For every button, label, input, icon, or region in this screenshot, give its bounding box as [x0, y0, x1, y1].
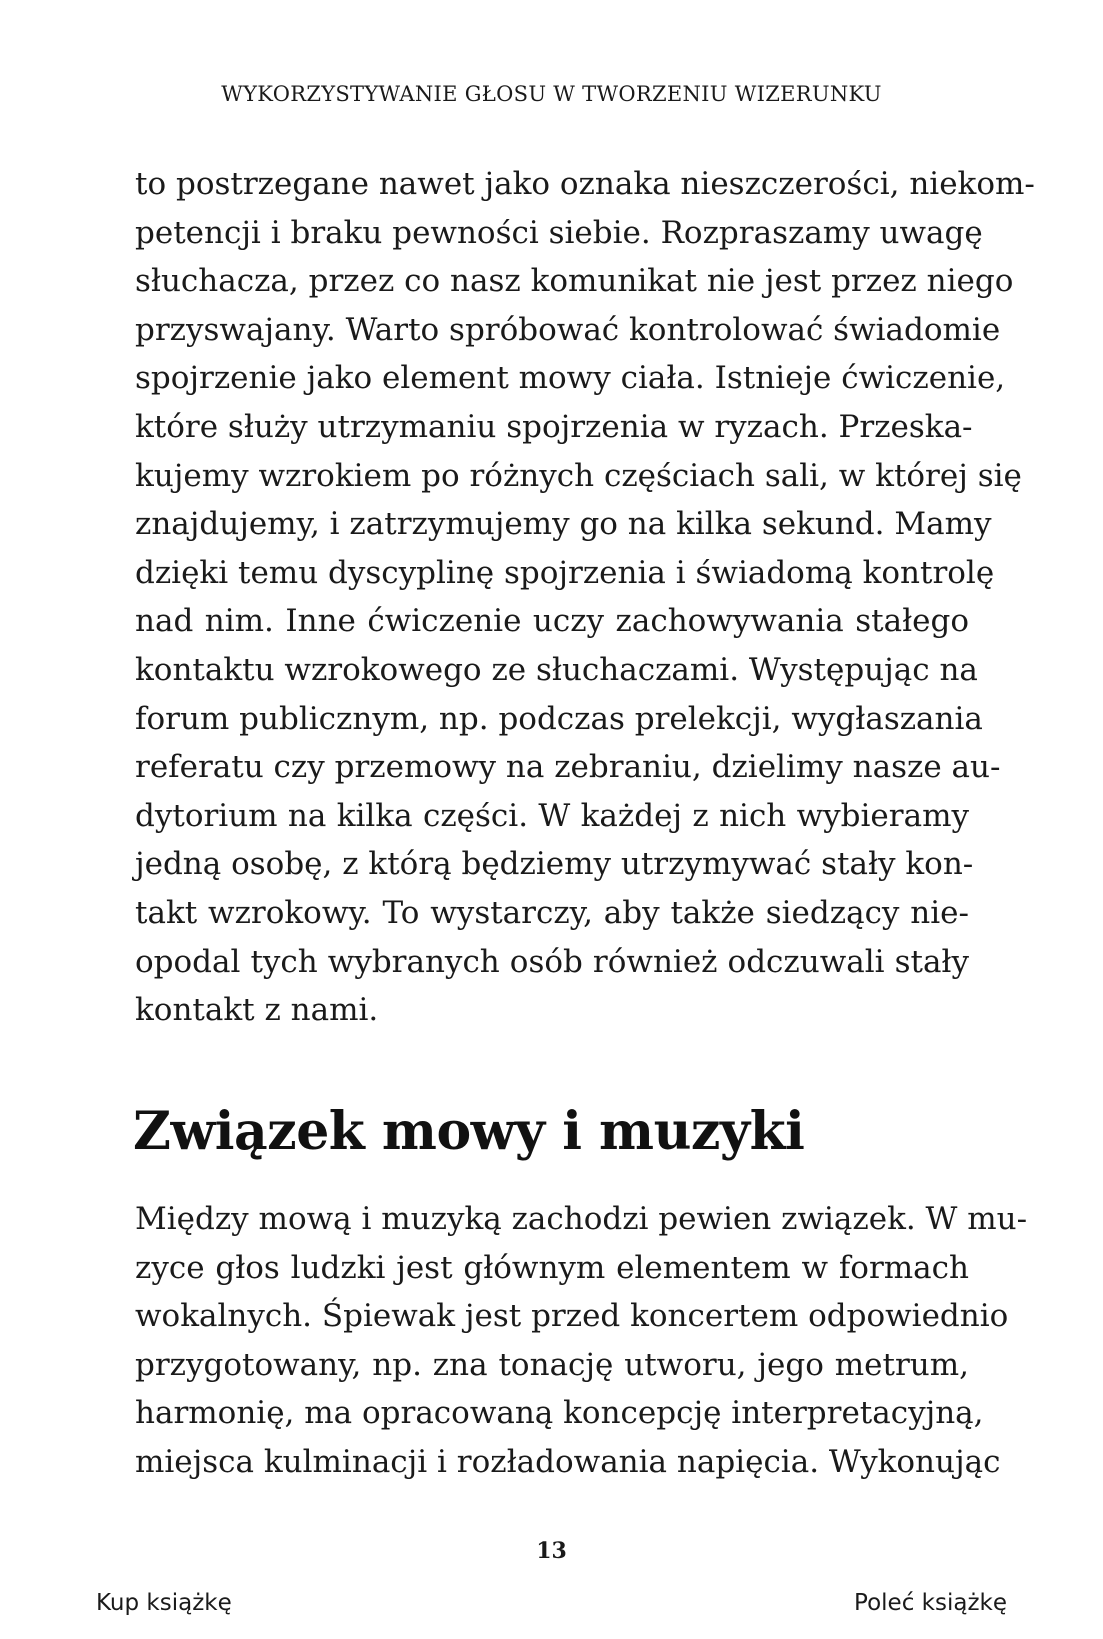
- text-line: petencji i braku pewności siebie. Rozpraszamy uwagę: [135, 214, 983, 251]
- text-line: dzięki temu dyscyplinę spojrzenia i świadomą kontrolę: [135, 554, 995, 591]
- text-line: kontakt z nami.: [135, 992, 379, 1029]
- text-line: które służy utrzymaniu spojrzenia w ryzach. Przeska-: [135, 408, 973, 445]
- text-line: Między mową i muzyką zachodzi pewien związek. W mu-: [135, 1201, 1028, 1237]
- paragraph-speech-and-music: [135, 1195, 1028, 1487]
- text-line: nad nim. Inne ćwiczenie uczy zachowywania stałego: [135, 603, 969, 640]
- paragraph-eye-contact: [135, 160, 1035, 1035]
- text-line: znajdujemy, i zatrzymujemy go na kilka sekund. Mamy: [135, 506, 992, 543]
- running-header: WYKORZYSTYWANIE GŁOSU W TWORZENIU WIZERUNKU: [221, 82, 882, 106]
- buy-book-link[interactable]: Kup książkę: [96, 1590, 232, 1616]
- text-line: zyce głos ludzki jest głównym elementem w formach: [135, 1249, 969, 1286]
- text-line: spojrzenie jako element mowy ciała. Istnieje ćwiczenie,: [135, 360, 1006, 397]
- text-line: forum publicznym, np. podczas prelekcji, wygłaszania: [135, 700, 983, 737]
- text-line: kujemy wzrokiem po różnych częściach sali, w której się: [135, 457, 1022, 494]
- text-line: przyswajany. Warto spróbować kontrolować świadomie: [135, 311, 1001, 348]
- text-line: takt wzrokowy. To wystarczy, aby także siedzący nie-: [135, 894, 969, 931]
- text-line: miejsca kulminacji i rozładowania napięcia. Wykonując: [135, 1443, 1001, 1480]
- text-line: kontaktu wzrokowego ze słuchaczami. Występując na: [135, 651, 978, 688]
- section-heading: Związek mowy i muzyki: [133, 1101, 805, 1162]
- text-line: przygotowany, np. zna tonację utworu, jego metrum,: [135, 1346, 969, 1383]
- text-line: referatu czy przemowy na zebraniu, dzielimy nasze au-: [135, 749, 1001, 786]
- text-line: to postrzegane nawet jako oznaka nieszczerości, niekom-: [135, 166, 1035, 202]
- text-line: harmonię, ma opracowaną koncepcję interpretacyjną,: [135, 1395, 984, 1432]
- text-line: wokalnych. Śpiewak jest przed koncertem odpowiednio: [135, 1298, 1009, 1335]
- page-number: 13: [536, 1538, 567, 1564]
- recommend-book-link[interactable]: Poleć książkę: [854, 1590, 1007, 1616]
- text-line: opodal tych wybranych osób również odczuwali stały: [135, 943, 969, 980]
- text-line: jedną osobę, z którą będziemy utrzymywać stały kon-: [135, 846, 974, 883]
- text-line: słuchacza, przez co nasz komunikat nie jest przez niego: [135, 263, 1014, 300]
- text-line: dytorium na kilka części. W każdej z nich wybieramy: [135, 797, 969, 834]
